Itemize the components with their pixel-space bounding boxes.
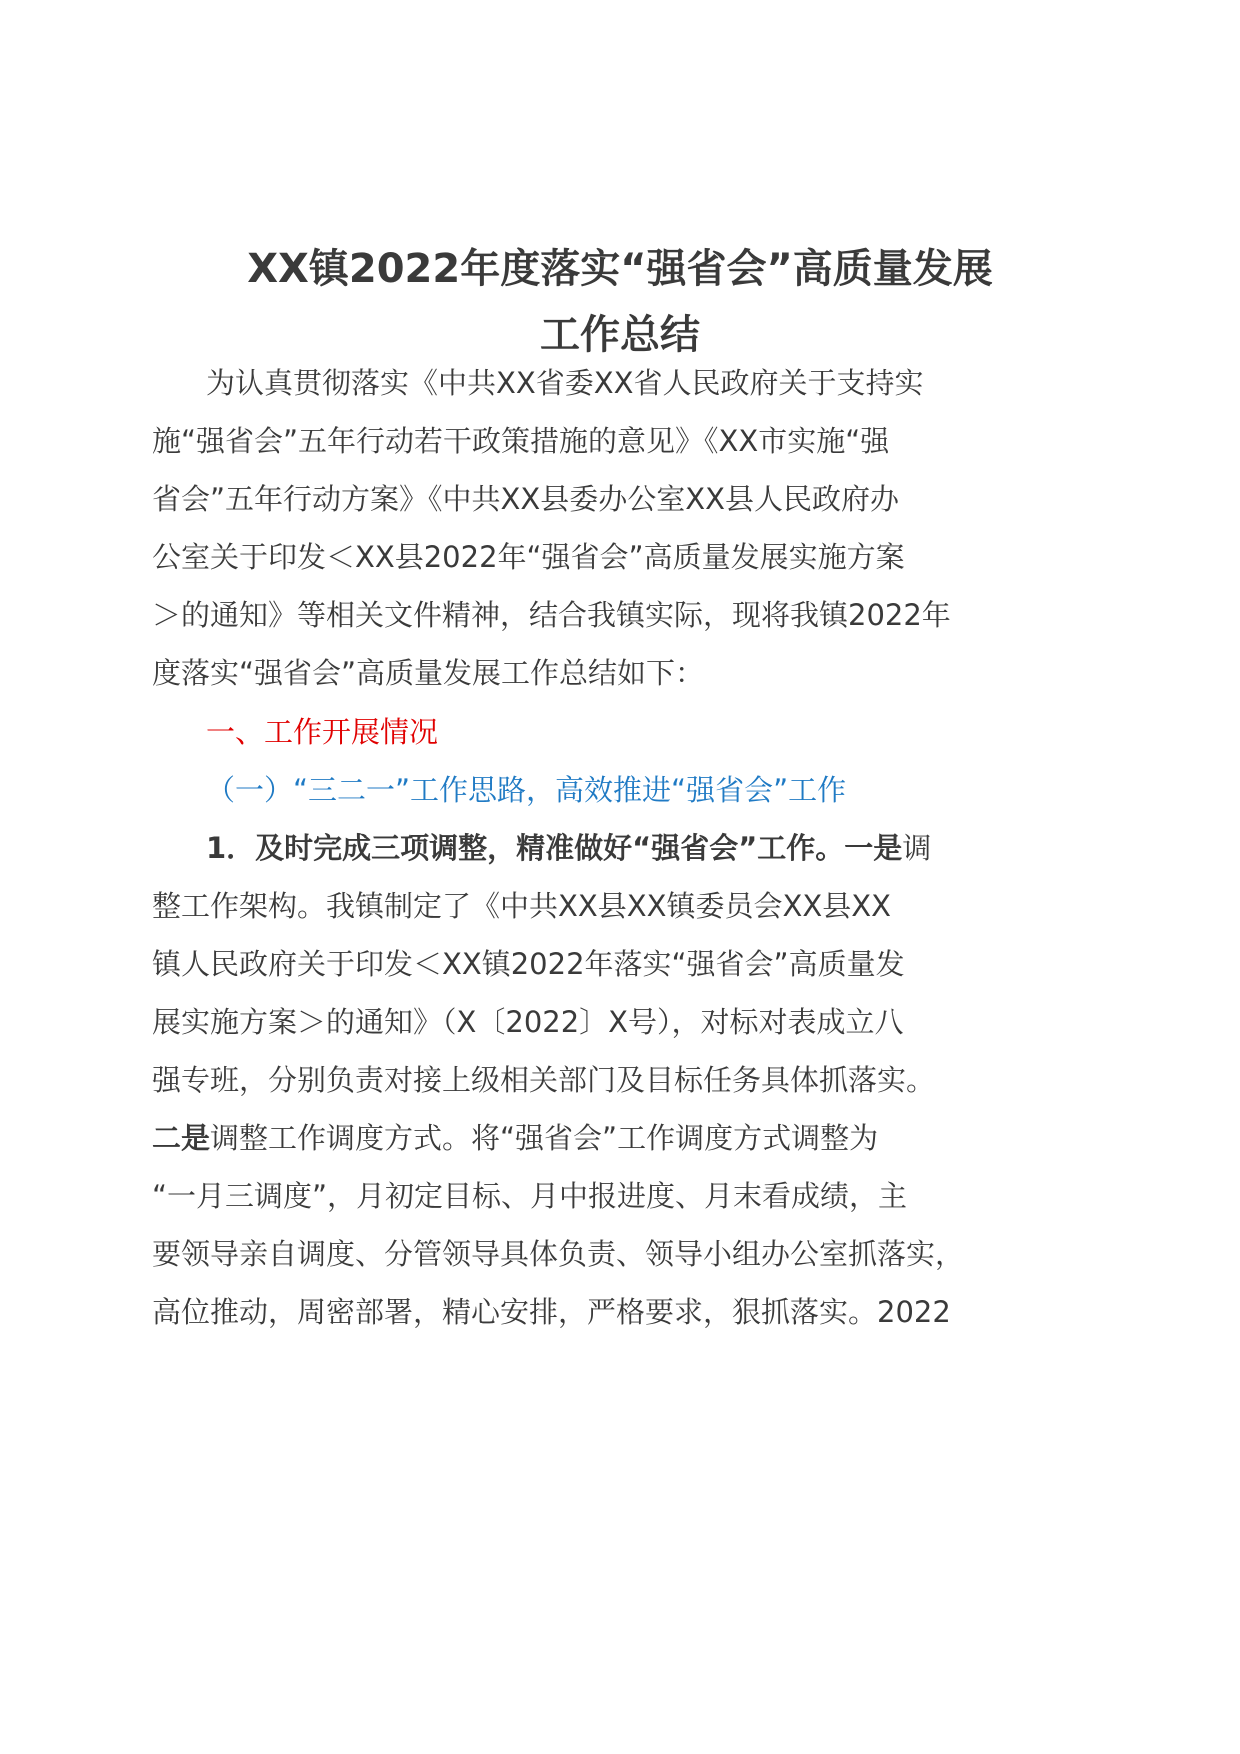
- item-line: 展实施方案＞的通知》（X〔2022〕X号），对标对表成立八: [152, 1005, 904, 1039]
- item-line: 整工作架构。我镇制定了《中共XX县XX镇委员会XX县XX: [152, 889, 891, 923]
- intro-line: 施“强省会”五年行动若干政策措施的意见》《XX市实施“强: [152, 424, 890, 458]
- intro-line: 公室关于印发＜XX县2022年“强省会”高质量发展实施方案: [152, 540, 905, 574]
- document-title-line-1: XX镇2022年度落实“强省会”高质量发展: [247, 246, 993, 292]
- intro-line: 省会”五年行动方案》《中共XX县委办公室XX县人民政府办: [152, 482, 899, 516]
- item-line: 镇人民政府关于印发＜XX镇2022年落实“强省会”高质量发: [152, 947, 905, 981]
- item-bold-second: 二是: [152, 1121, 211, 1155]
- item-lead-tail: 调: [902, 831, 932, 865]
- item-line: [206, 828, 931, 868]
- subsection-heading: （一）“三二一”工作思路，高效推进“强省会”工作: [206, 773, 847, 807]
- item-line: “一月三调度”，月初定目标、月中报进度、月末看成绩，主: [152, 1179, 908, 1213]
- item-line: 强专班，分别负责对接上级相关部门及目标任务具体抓落实。: [152, 1063, 936, 1097]
- item-line: 要领导亲自调度、分管领导具体负责、领导小组办公室抓落实，: [152, 1237, 965, 1271]
- intro-line: 为认真贯彻落实《中共XX省委XX省人民政府关于支持实: [206, 366, 924, 400]
- item-line: [152, 1118, 878, 1158]
- section-heading: 一、工作开展情况: [206, 715, 439, 749]
- item-bold-lead: 1．及时完成三项调整，精准做好“强省会”工作。一是: [206, 831, 903, 865]
- intro-line: ＞的通知》等相关文件精神，结合我镇实际，现将我镇2022年: [152, 598, 951, 632]
- item-line: 高位推动，周密部署，精心安排，严格要求，狠抓落实。2022: [152, 1295, 951, 1329]
- document-title-line-2: 工作总结: [540, 312, 700, 358]
- item-second-tail: 调整工作调度方式。将“强省会”工作调度方式调整为: [210, 1121, 879, 1155]
- intro-line: 度落实“强省会”高质量发展工作总结如下：: [152, 656, 705, 690]
